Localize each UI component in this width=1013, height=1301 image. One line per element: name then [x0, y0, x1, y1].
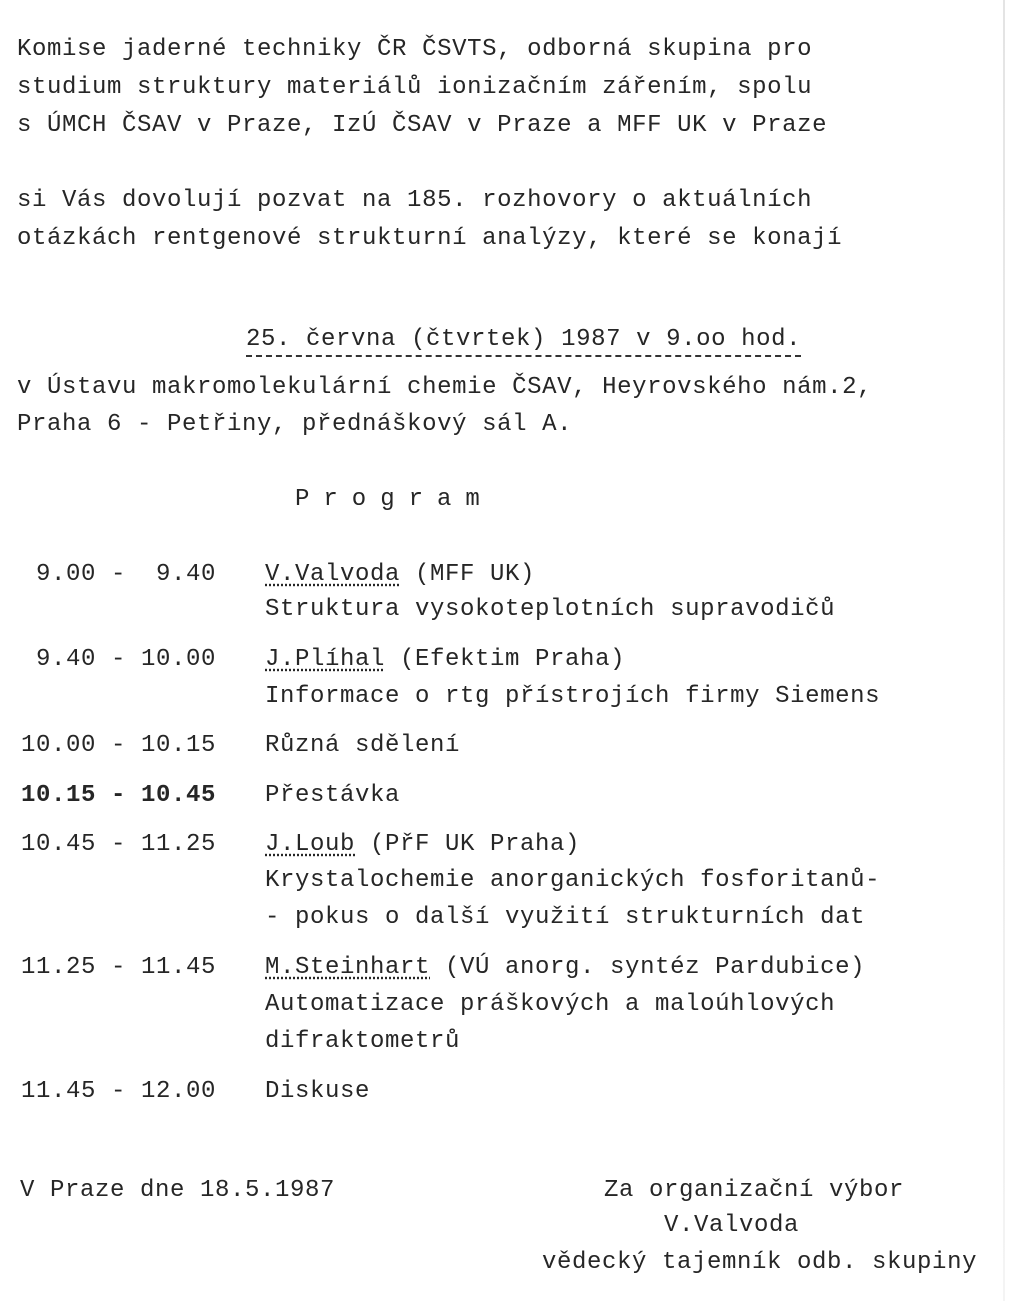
invitation-line-2: otázkách rentgenové strukturní analýzy, které se konají — [17, 225, 843, 252]
event-date — [186, 298, 801, 382]
program-time: 11.25 - 11.45 — [20, 954, 216, 981]
program-item-header — [265, 561, 535, 589]
program-heading: Program — [295, 486, 494, 513]
program-item-header — [265, 954, 865, 982]
program-speaker: M.Steinhart — [265, 954, 431, 981]
program-time: 11.45 - 12.00 — [20, 1078, 216, 1105]
intro-line-2: studium struktury materiálů ionizačním zářením, spolu — [17, 74, 813, 101]
program-speaker: J.Loub — [265, 831, 356, 858]
program-title-line: Krystalochemie anorganických fosforitanů- — [265, 867, 881, 894]
program-item-header — [265, 831, 580, 859]
program-item-header — [265, 646, 625, 674]
program-affiliation: (PřF UK Praha) — [355, 831, 581, 858]
program-item-label: Přestávka — [265, 782, 401, 809]
program-time: 9.40 - 10.00 — [35, 646, 216, 673]
venue-line-2: Praha 6 - Petřiny, přednáškový sál A. — [17, 411, 573, 438]
program-item-label: Různá sdělení — [265, 732, 461, 759]
program-time: 10.15 - 10.45 — [20, 782, 216, 809]
program-time: 10.00 - 10.15 — [20, 732, 216, 759]
program-affiliation: (VÚ anorg. syntéz Pardubice) — [430, 954, 866, 981]
scan-edge-divider — [1003, 0, 1005, 1301]
place-date: V Praze dne 18.5.1987 — [20, 1177, 336, 1204]
intro-line-1: Komise jaderné techniky ČR ČSVTS, odborná skupina pro — [17, 36, 813, 63]
venue-line-1: v Ústavu makromolekulární chemie ČSAV, Heyrovského nám.2, — [17, 374, 873, 401]
program-speaker: V.Valvoda — [265, 561, 401, 588]
invitation-line-1: si Vás dovolují pozvat na 185. rozhovory o aktuálních — [17, 187, 813, 214]
program-time: 10.45 - 11.25 — [20, 831, 216, 858]
program-speaker: J.Plíhal — [265, 646, 386, 673]
program-title-line: difraktometrů — [265, 1028, 461, 1055]
signatory-role: vědecký tajemník odb. skupiny — [542, 1249, 978, 1276]
program-title-line: Struktura vysokoteplotních supravodičů — [265, 596, 836, 623]
signature-intro: Za organizační výbor — [604, 1177, 905, 1204]
signatory-name: V.Valvoda — [664, 1212, 800, 1239]
event-date-text: 25. června (čtvrtek) 1987 v 9.oo hod. — [246, 326, 801, 357]
program-affiliation: (MFF UK) — [400, 561, 536, 588]
program-item-label: Diskuse — [265, 1078, 371, 1105]
program-title-line: Automatizace práškových a maloúhlových — [265, 991, 836, 1018]
program-time: 9.00 - 9.40 — [35, 561, 216, 588]
program-title-line: - pokus o další využití strukturních dat — [265, 904, 866, 931]
intro-line-3: s ÚMCH ČSAV v Praze, IzÚ ČSAV v Praze a MFF UK v Praze — [17, 112, 828, 139]
program-affiliation: (Efektim Praha) — [385, 646, 626, 673]
program-title-line: Informace o rtg přístrojích firmy Siemens — [265, 683, 881, 710]
